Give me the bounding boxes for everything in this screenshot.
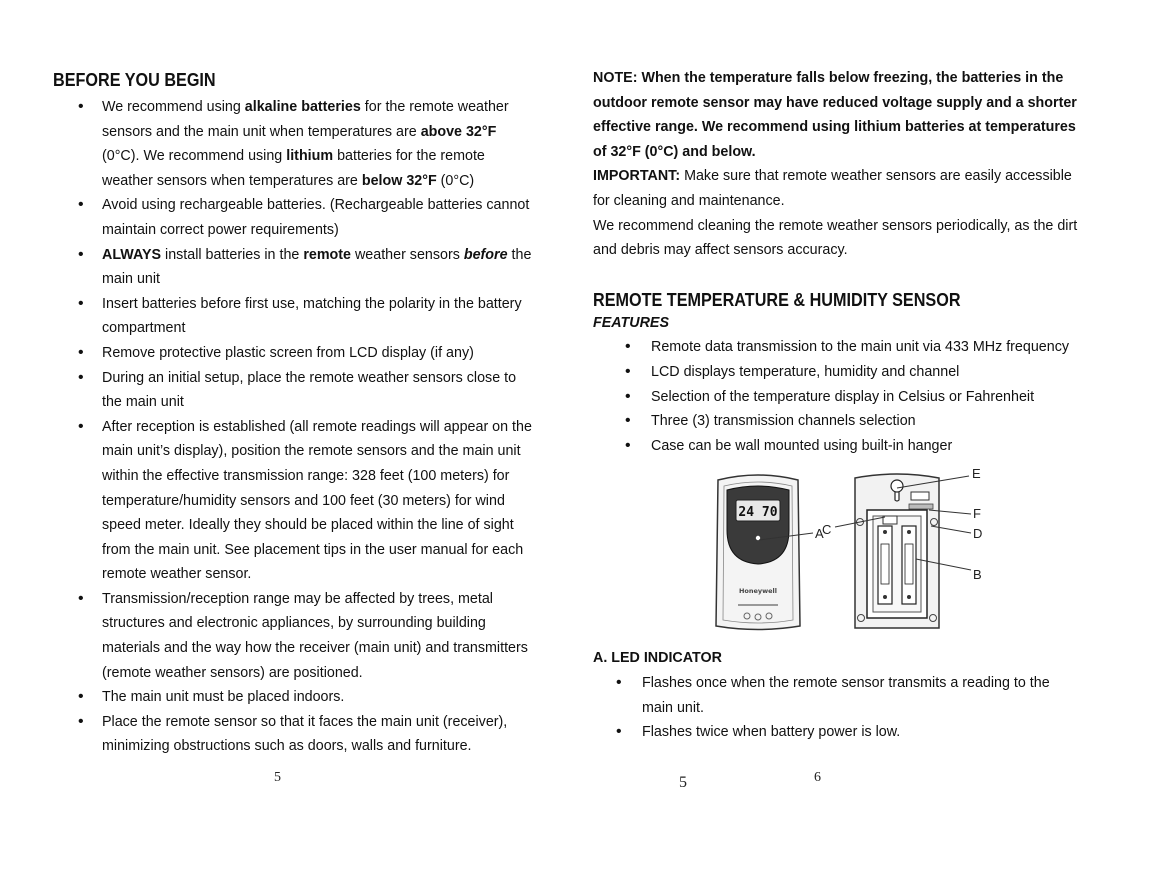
important-paragraph [593, 164, 1083, 213]
left-page [53, 66, 533, 759]
sensor-front-illustration [716, 475, 800, 630]
bullet-text: Place the remote sensor so that it faces the main unit (receiver), minimizing obstructions such as doors, walls and furniture. [102, 713, 508, 755]
led-item: • Flashes twice when battery power is low. [593, 720, 1083, 745]
bullet-text: (0°C). We recommend using [102, 148, 287, 165]
callout-label-a: A [815, 526, 824, 542]
important-label: IMPORTANT: [593, 168, 681, 185]
sensor-figure [593, 466, 993, 636]
bullet-text: Remove protective plastic screen from LCD display (if any) [102, 344, 474, 361]
lcd-readout: 24 70 [738, 505, 778, 521]
bullet-item [53, 193, 533, 242]
features-list [593, 335, 1083, 458]
features-label: FEATURES [593, 314, 669, 331]
bullet-text: The main unit must be placed indoors. [102, 689, 345, 706]
callout-label-e: E [972, 466, 981, 482]
before-you-begin-list [53, 95, 533, 759]
bullet-item [53, 415, 533, 587]
bullet-text: the main unit [102, 246, 532, 288]
bullet-text: Insert batteries before first use, matching the polarity in the battery compartment [102, 295, 522, 337]
feature-item: • Three (3) transmission channels selection [593, 409, 1083, 434]
bullet-text: Transmission/reception range may be affected by trees, metal structures and electronic appliances, by surrounding building materials and the way how the receiver (main unit) and transmitters (remote weather sensors) are positioned. [102, 590, 528, 681]
bullet-text: alkaline batteries [244, 99, 361, 115]
feature-item: • Case can be wall mounted using built-in hanger [593, 434, 1083, 459]
feature-item: • LCD displays temperature, humidity and channel [593, 360, 1083, 385]
bullet-item [53, 587, 533, 685]
bullet-text: install batteries in the [161, 246, 304, 263]
callout-label-f: F [973, 506, 981, 522]
right-page [593, 66, 1083, 745]
bullet-text: below 32°F [361, 172, 437, 189]
bullet-text: batteries for the remote weather sensors when temperatures are [102, 148, 485, 189]
bullet-text: After reception is established (all remote readings will appear on the main unit’s display), position the remote sensors and the main unit within the effective transmission range: 328 feet (100 meters) for temperature/humidity sensors and 100 feet (30 meters) for wind speed meter. Ideally they should be placed within the line of sight from the main unit. See placement tips in the user manual for each remote weather sensor. [102, 418, 532, 583]
bullet-text: (0°C) [436, 172, 475, 189]
bullet-text: Avoid using rechargeable batteries. (Rechargeable batteries cannot maintain correct power requirements) [102, 197, 530, 238]
feature-item: • Remote data transmission to the main unit via 433 MHz frequency [593, 335, 1083, 360]
bullet-item [53, 243, 533, 292]
led-indicator-list [593, 671, 1083, 745]
freezing-note: NOTE: When the temperature falls below freezing, the batteries in the outdoor remote sensor may have reduced voltage supply and a shorter effective range. We recommend using lithium batteries at temperatures of 32°F (0°C) and below. [593, 70, 1077, 160]
bullet-text: lithium [286, 148, 334, 165]
bullet-text: for the remote weather sensors and the main unit when temperatures are [102, 99, 509, 140]
bullet-item [53, 685, 533, 710]
bullet-text: ALWAYS [102, 246, 162, 263]
bullet-item [53, 292, 533, 341]
important-text: Make sure that remote weather sensors are easily accessible for cleaning and maintenance. [593, 168, 1072, 209]
page-number-right-a: 5 [679, 774, 687, 791]
led-indicator-heading: A. LED INDICATOR [593, 650, 722, 667]
bullet-item [53, 710, 533, 759]
bullet-text: above 32°F [420, 123, 497, 140]
sensor-back-illustration [855, 474, 939, 628]
callout-label-d: D [973, 526, 983, 542]
callout-label-b: B [973, 567, 982, 583]
bullet-text: weather sensors [351, 246, 464, 263]
bullet-item [53, 341, 533, 366]
sensor-heading: REMOTE TEMPERATURE & HUMIDITY SENSOR [593, 289, 961, 310]
cleaning-paragraph: We recommend cleaning the remote weather sensors periodically, as the dirt and debris may affect sensors accuracy. [593, 217, 1078, 259]
bullet-text: During an initial setup, place the remote weather sensors close to the main unit [102, 369, 517, 411]
bullet-item [53, 366, 533, 415]
bullet-item [53, 95, 533, 193]
page-number-right-b: 6 [814, 770, 821, 785]
brand-logo: Honeywell [738, 587, 778, 596]
callout-label-c: C [822, 522, 832, 538]
bullet-text: We recommend using [102, 99, 245, 115]
bullet-text: before [463, 246, 508, 263]
feature-item: • Selection of the temperature display in Celsius or Fahrenheit [593, 385, 1083, 410]
page-number-left: 5 [274, 770, 281, 785]
led-item: • Flashes once when the remote sensor transmits a reading to the main unit. [593, 671, 1083, 720]
bullet-text: remote [303, 246, 351, 263]
before-you-begin-heading: BEFORE YOU BEGIN [53, 70, 216, 90]
